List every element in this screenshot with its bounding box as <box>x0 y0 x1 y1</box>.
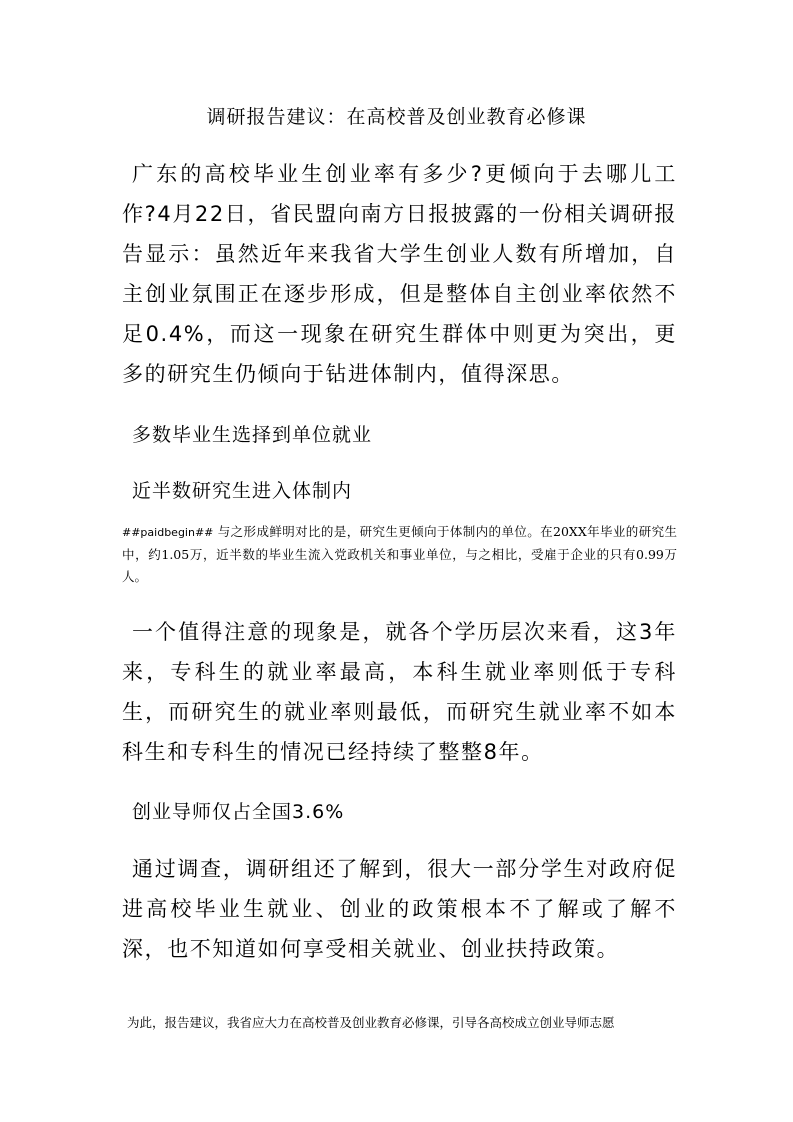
section-heading-employment: 多数毕业生选择到单位就业 <box>132 424 373 446</box>
section-heading-graduate-students: 近半数研究生进入体制内 <box>132 480 353 502</box>
paragraph-graduate-comparison <box>122 521 677 588</box>
section-heading-mentors: 创业导师仅占全国3.6% <box>132 801 345 823</box>
paid-begin-marker: ##paidbegin## <box>122 526 214 539</box>
paragraph-intro: 广东的高校毕业生创业率有多少?更倾向于去哪儿工作?4月22日，省民盟向南方日报披露的一份相关调研报告显示：虽然近年来我省大学生创业人数有所增加，自主创业氛围正在逐步形成，但是整体自主创业率依然不足0.4%，而这一现象在研究生群体中则更为突出，更多的研究生仍倾向于钻进体制内，值得深思。 <box>122 162 677 386</box>
paragraph-graduate-comparison-text: 与之形成鲜明对比的是，研究生更倾向于体制内的单位。在20XX年毕业的研究生中，约1.05万，近半数的毕业生流入党政机关和事业单位，与之相比，受雇于企业的只有0.99万人。 <box>122 524 677 584</box>
paragraph-recommendation: 为此，报告建议，我省应大力在高校普及创业教育必修课，引导各高校成立创业导师志愿 <box>127 1015 615 1030</box>
paragraph-employment-rates: 一个值得注意的现象是，就各个学历层次来看，这3年来，专科生的就业率最高，本科生就业率则低于专科生，而研究生的就业率则最低，而研究生就业率不如本科生和专科生的情况已经持续了整整8年。 <box>122 620 677 764</box>
paragraph-policy-awareness: 通过调查，调研组还了解到，很大一部分学生对政府促进高校毕业生就业、创业的政策根本不了解或了解不深，也不知道如何享受相关就业、创业扶持政策。 <box>122 857 677 961</box>
document-title: 调研报告建议：在高校普及创业教育必修课 <box>206 106 587 128</box>
